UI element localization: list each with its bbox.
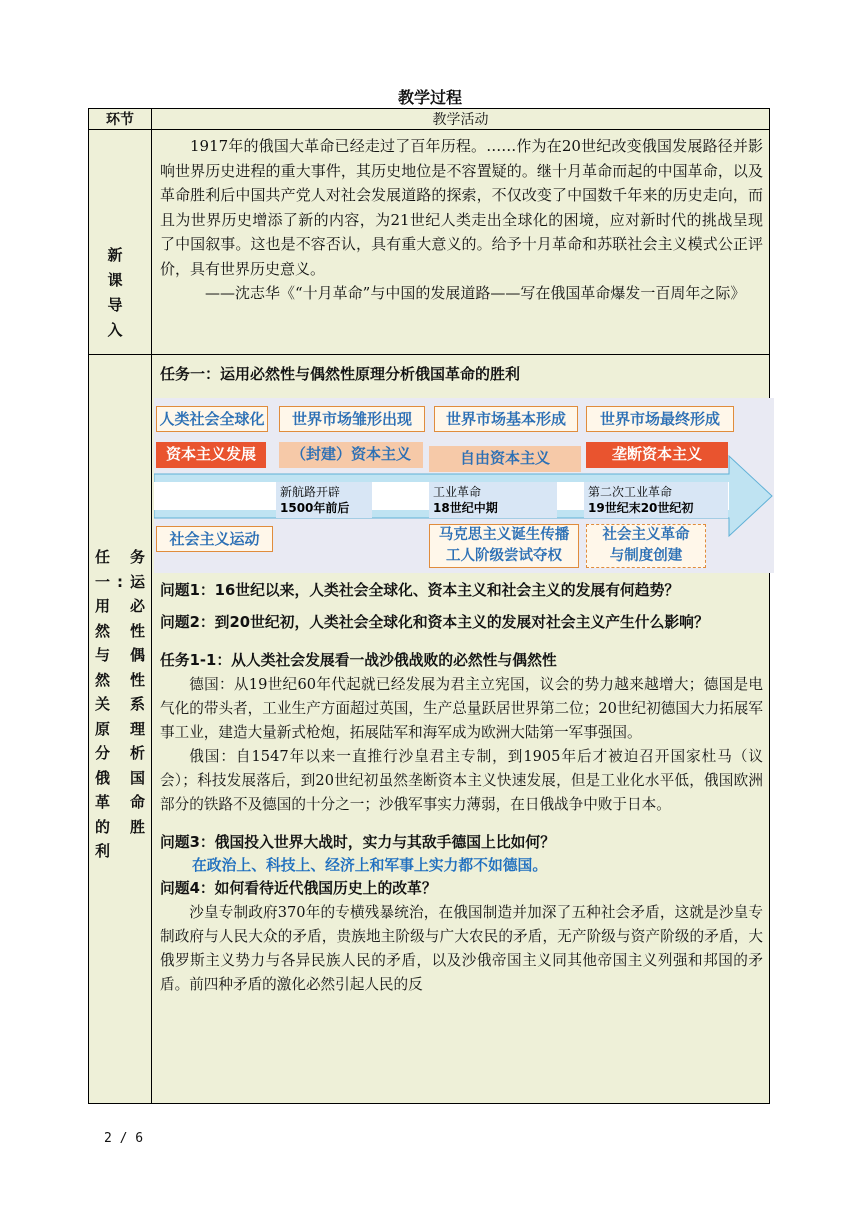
russia-paragraph: 俄国：自1547年以来一直推行沙皇君主专制，到1905年后才被迫召开国家杜马（议会）；科技发展落后，到20世纪初虽然垄断资本主义快速发展，但是工业化水平低，俄国欧洲部分的铁路不及德国的十分之一；沙俄军事实力薄弱，在日俄战争中败于日本。	[160, 748, 763, 813]
page-title: 教学过程	[397, 88, 462, 107]
diagram-top-2: 世界市场雏形出现	[279, 406, 425, 432]
question-4: 问题4：如何看待近代俄国历史上的改革？	[160, 880, 437, 897]
intro-citation: ——沈志华《“十月革命”与中国的发展道路——写在俄国革命爆发一百周年之际》	[205, 284, 746, 302]
diagram-bottom-3: 社会主义革命 与制度创建	[586, 524, 706, 568]
row-label-intro: 新课导入	[107, 246, 133, 339]
question-2: 问题2：到20世纪初，人类社会全球化和资本主义的发展对社会主义产生什么影响？	[160, 614, 709, 631]
diagram-stage-1: 资本主义发展	[156, 442, 266, 468]
diagram-top-3: 世界市场基本形成	[434, 406, 578, 432]
diagram-note-2: 工业革命 18世纪中期	[429, 482, 557, 518]
teaching-process-table	[88, 108, 770, 1104]
task1-1-heading: 任务1-1：从人类社会发展看一战沙俄战败的必然性与偶然性	[160, 652, 557, 669]
diagram-note-1: 新航路开辟 1500年前后	[276, 482, 372, 518]
diagram-top-4: 世界市场最终形成	[586, 406, 734, 432]
intro-paragraph: 1917年的俄国大革命已经走过了百年历程。……作为在20世纪改变俄国发展路径并影响世界历史进程的重大事件，其历史地位是不容置疑的。继十月革命而起的中国革命，以及革命胜利后中国共产党人对社会发展道路的探索，不仅改变了中国数千年来的历史走向，而且为世界历史增添了新的内容，为21世纪人类走出全球化的困境，应对新时代的挑战呈现了中国叙事。这也是不容否认，具有重大意义的。给予十月革命和苏联社会主义模式公正评价，具有世界历史意义。	[160, 137, 763, 278]
header-activity: 教学活动	[152, 109, 770, 130]
question-3: 问题3：俄国投入世界大战时，实力与其敌手德国上比如何？	[160, 834, 556, 851]
row-label-task1: 任 务 一:运 用 必 然 性 与 偶 然 性 关 系 原 理 分 析 俄 国 革 命 的 胜 利	[95, 548, 145, 860]
diagram-bottom-1: 社会主义运动	[156, 526, 273, 552]
diagram-note-3: 第二次工业革命 19世纪末20世纪初	[584, 482, 728, 518]
diagram-bottom-2: 马克思主义诞生传播 工人阶级尝试夺权	[429, 524, 579, 568]
diagram-stage-4: 垄断资本主义	[586, 442, 728, 468]
reform-paragraph: 沙皇专制政府370年的专横残暴统治，在俄国制造并加深了五种社会矛盾，这就是沙皇专制政府与人民大众的矛盾，贵族地主阶级与广大农民的矛盾，无产阶级与资产阶级的矛盾，大俄罗斯主义势力与各异民族人民的矛盾，以及沙俄帝国主义同其他帝国主义列强和邦国的矛盾。前四种矛盾的激化必然引起人民的反	[160, 904, 763, 993]
answer-3: 在政治上、科技上、经济上和军事上实力都不如德国。	[192, 857, 548, 874]
history-diagram	[154, 398, 774, 573]
task1-heading: 任务一：运用必然性与偶然性原理分析俄国革命的胜利	[160, 365, 521, 383]
page-number: 2 / 6	[104, 1131, 144, 1146]
intro-text	[152, 130, 769, 306]
diagram-stage-2: （封建）资本主义	[279, 442, 423, 468]
header-section: 环节	[89, 109, 152, 130]
germany-paragraph: 德国：从19世纪60年代起就已经发展为君主立宪国，议会的势力越来越增大；德国是电气化的带头者，工业生产方面超过英国，生产总量跃居世界第二位；20世纪初德国大力拓展军事工业，建造大量新式枪炮，拓展陆军和海军成为欧洲大陆第一军事强国。	[160, 676, 763, 741]
diagram-stage-3: 自由资本主义	[429, 446, 581, 472]
question-1: 问题1：16世纪以来，人类社会全球化、资本主义和社会主义的发展有何趋势？	[160, 582, 680, 599]
diagram-top-1: 人类社会全球化	[156, 406, 268, 432]
